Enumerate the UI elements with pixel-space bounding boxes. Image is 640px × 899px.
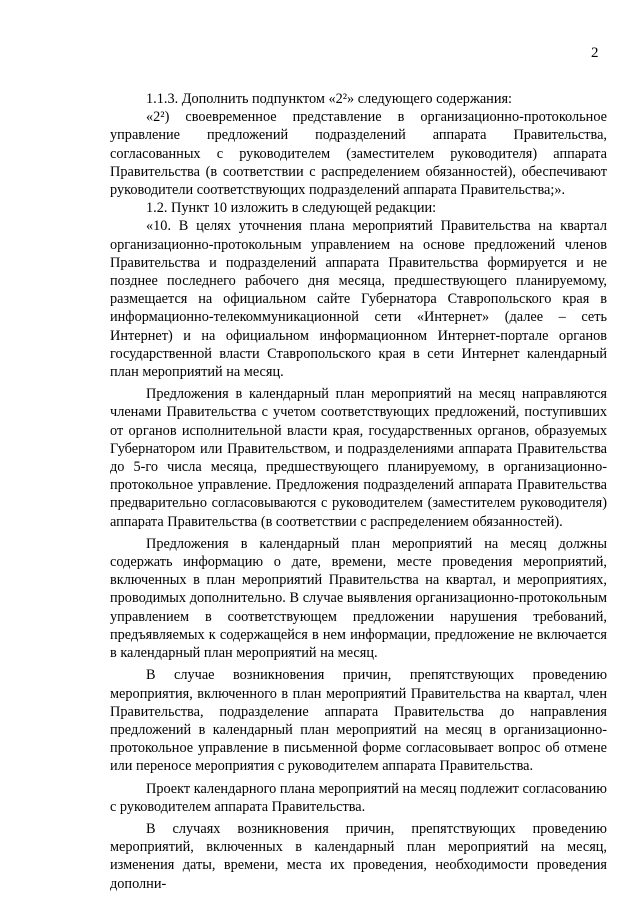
paragraph-5: Предложения в календарный план мероприятий на месяц направляются членами Правительства с учетом соответствующих предложений, поступивших от органов исполнительной власти края, государственных органов, образуемых Губернатором или Правительством, и подразделениями аппарата Правительства до 5-го числа месяца, предшествующего планируемому, в организационно-протокольное управление. Предложения подразделений аппарата Правительства предварительно согласовываются с руководителем (заместителем руководителя) аппарата Правительства (в соответствии с распределением обязанностей).	[110, 386, 607, 530]
paragraph-2: «2²) своевременное представление в организационно-протокольное управление предложений подразделений аппарата Правительства, согласованных с руководителем (заместителем руководителя) аппарата Правительства (в соответствии с распределением обязанностей), обеспечивают руководители соответствующих подразделений аппарата Правительства;».	[110, 109, 607, 199]
paragraph-6: Предложения в календарный план мероприятий на месяц должны содержать информацию о дате, времени, месте проведения мероприятий, включенных в план мероприятий Правительства на квартал, и мероприятиях, проводимых дополнительно. В случае выявления организационно-протокольным управлением в соответствующем предложении нарушения требований, предъявляемых к содержащейся в нем информации, предложение не включается в календарный план мероприятий на месяц.	[110, 535, 607, 662]
paragraph-7: В случае возникновения причин, препятствующих проведению мероприятия, включенного в план мероприятий Правительства на квартал, член Правительства, подразделение аппарата Правительства до направления предложений в календарный план мероприятий на месяц в организационно-протокольное управление в письменной форме согласовывает вопрос об отмене или переносе мероприятия с руководителем аппарата Правительства.	[110, 667, 607, 775]
paragraph-1: 1.1.3. Дополнить подпунктом «2²» следующего содержания:	[146, 91, 513, 107]
paragraph-4: «10. В целях уточнения плана мероприятий Правительства на квартал организационно-протокольным управлением на основе предложений членов Правительства и подразделений аппарата Правительства формируется и не позднее последнего рабочего дня месяца, предшествующего планируемому, размещается на официальном сайте Губернатора Ставропольского края в информационно-телекоммуникационной сети «Интернет» (далее – сеть Интернет) и на официальном информационном Интернет-портале органов государственной власти Ставропольского края в сети Интернет календарный план мероприятий на месяц.	[110, 218, 607, 381]
paragraph-8: Проект календарного плана мероприятий на месяц подлежит согласованию с руководителем аппарата Правительства.	[110, 780, 607, 815]
paragraph-9: В случаях возникновения причин, препятствующих проведению мероприятий, включенных в календарный план мероприятий на месяц, изменения даты, времени, места их проведения, необходимости проведения дополни-	[110, 820, 607, 892]
paragraph-3: 1.2. Пункт 10 изложить в следующей редакции:	[146, 200, 437, 217]
document-body	[110, 90, 607, 893]
page-number: 2	[591, 45, 599, 61]
